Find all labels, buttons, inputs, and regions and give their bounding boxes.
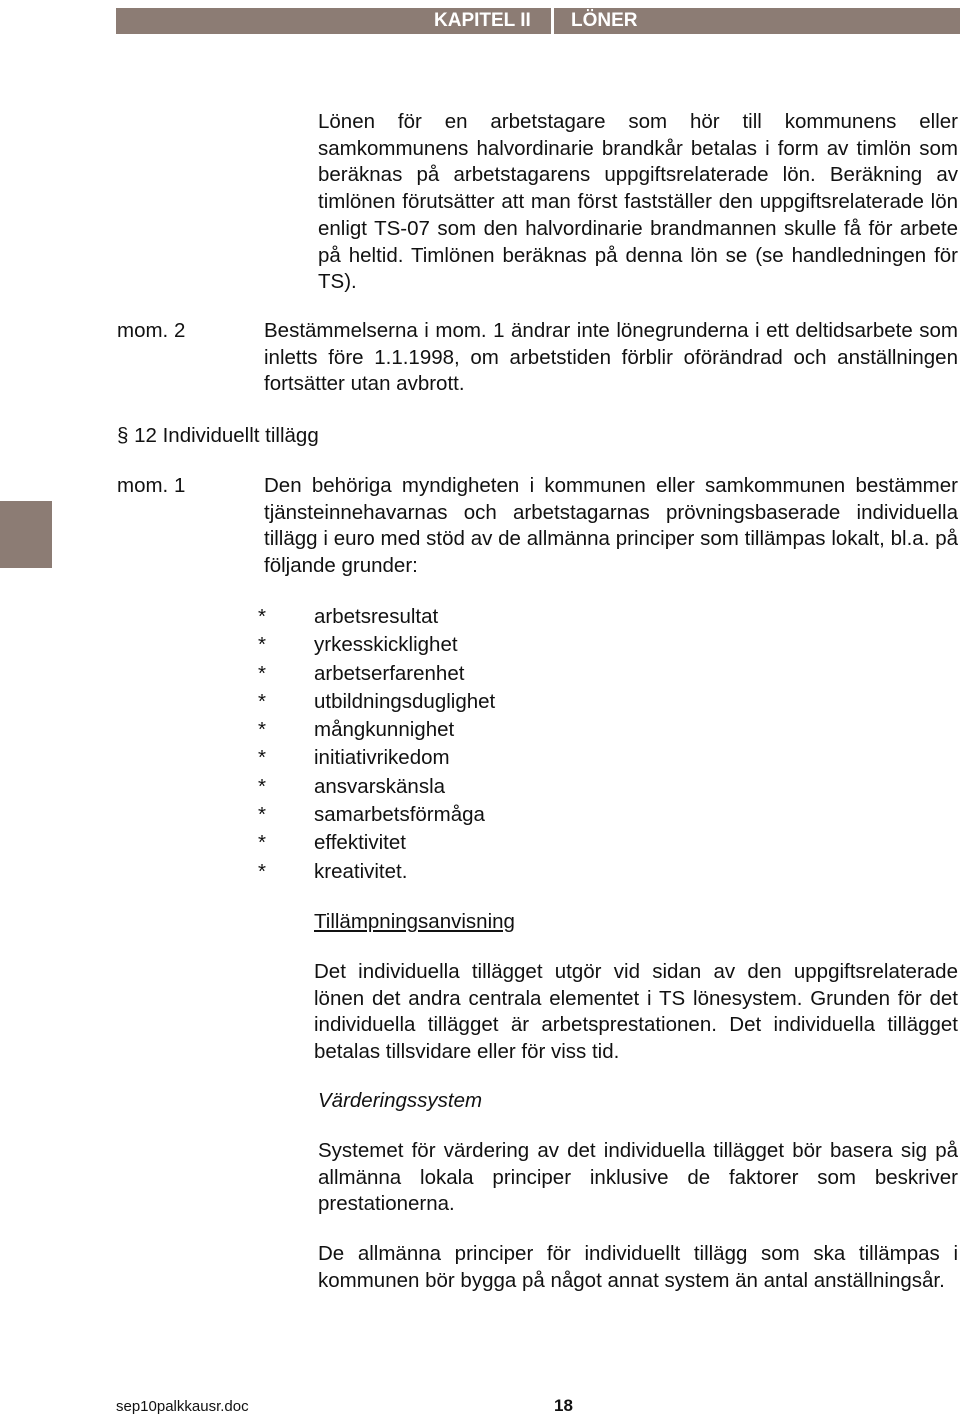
chapter-header-bar	[116, 8, 960, 34]
bullet-star: *	[258, 831, 266, 855]
bullet-star: *	[258, 689, 266, 713]
bullet-star: *	[258, 661, 266, 685]
criterion-text: effektivitet	[314, 831, 406, 855]
application-heading: Tillämpningsanvisning	[314, 910, 515, 933]
bullet-star: *	[258, 774, 266, 798]
criterion-text: arbetserfarenhet	[314, 661, 465, 685]
header-divider	[551, 8, 554, 34]
application-paragraph: Det individuella tillägget utgör vid sidan av den uppgiftsrelaterade lönen det andra centrala elementet i TS lönesystem. Grunden för det individuella tillägget är arbetsprestationen. Det individuella tillägget betalas tillsvidare eller för viss tid.	[314, 960, 958, 1064]
valuation-paragraph-1: Systemet för värdering av det individuella tillägget bör basera sig på allmänna lokala principer inklusive de faktorer som beskriver prestationerna.	[318, 1139, 958, 1216]
footer-filename: sep10palkkausr.doc	[116, 1398, 249, 1415]
bullet-star: *	[258, 605, 266, 628]
chapter-title: LÖNER	[571, 10, 638, 31]
criterion-text: initiativrikedom	[314, 746, 450, 770]
bullet-star: *	[258, 633, 266, 657]
criterion-text: arbetsresultat	[314, 605, 439, 628]
criterion-text: mångkunnighet	[314, 718, 455, 742]
valuation-heading: Värderingssystem	[318, 1089, 483, 1112]
bullet-star: *	[258, 803, 266, 827]
mom2-paragraph: Bestämmelserna i mom. 1 ändrar inte lönegrunderna i ett deltidsarbete som inletts före 1.1.1998, om arbetstiden förblir oförändrad och anställningen fortsätter utan avbrott.	[264, 319, 958, 396]
bullet-star: *	[258, 718, 266, 742]
page-number: 18	[554, 1396, 573, 1415]
criterion-text: yrkesskicklighet	[314, 633, 458, 657]
mom1-paragraph: Den behöriga myndigheten i kommunen eller samkommunen bestämmer tjänsteinnehavarnas och arbetstagarnas prövningsbaserade individuella tillägg i euro med stöd av de allmänna principer som tillämpas lokalt, bl.a. på följande grunder:	[264, 474, 958, 578]
criterion-text: ansvarskänsla	[314, 774, 446, 798]
intro-paragraph: Lönen för en arbetstagare som hör till kommunens eller samkommunens halvordinarie brandkår betalas i form av timlön som beräknas på arbetstagarens uppgiftsrelaterade lön. Beräkning av timlönen förutsätter att man först fastställer den uppgiftsrelaterade lön enligt TS-07 som den halvordinarie brandmannen skulle få för arbete på heltid. Timlönen beräknas på denna lön se (se handledningen för TS).	[318, 110, 958, 294]
chapter-label: KAPITEL II	[434, 10, 531, 31]
criterion-text: utbildningsduglighet	[314, 689, 496, 713]
valuation-paragraph-2: De allmänna principer för individuellt tillägg som ska tillämpas i kommunen bör bygga på något annat system än antal anställningsår.	[318, 1242, 958, 1292]
bullet-star: *	[258, 746, 266, 770]
criterion-text: samarbetsförmåga	[314, 803, 485, 827]
section-12-heading: § 12 Individuellt tillägg	[117, 424, 319, 447]
side-tab-marker	[0, 501, 52, 568]
mom1-label: mom. 1	[117, 474, 186, 497]
mom2-label: mom. 2	[117, 319, 186, 342]
criterion-text: kreativitet.	[314, 859, 408, 883]
bullet-star: *	[258, 859, 266, 883]
